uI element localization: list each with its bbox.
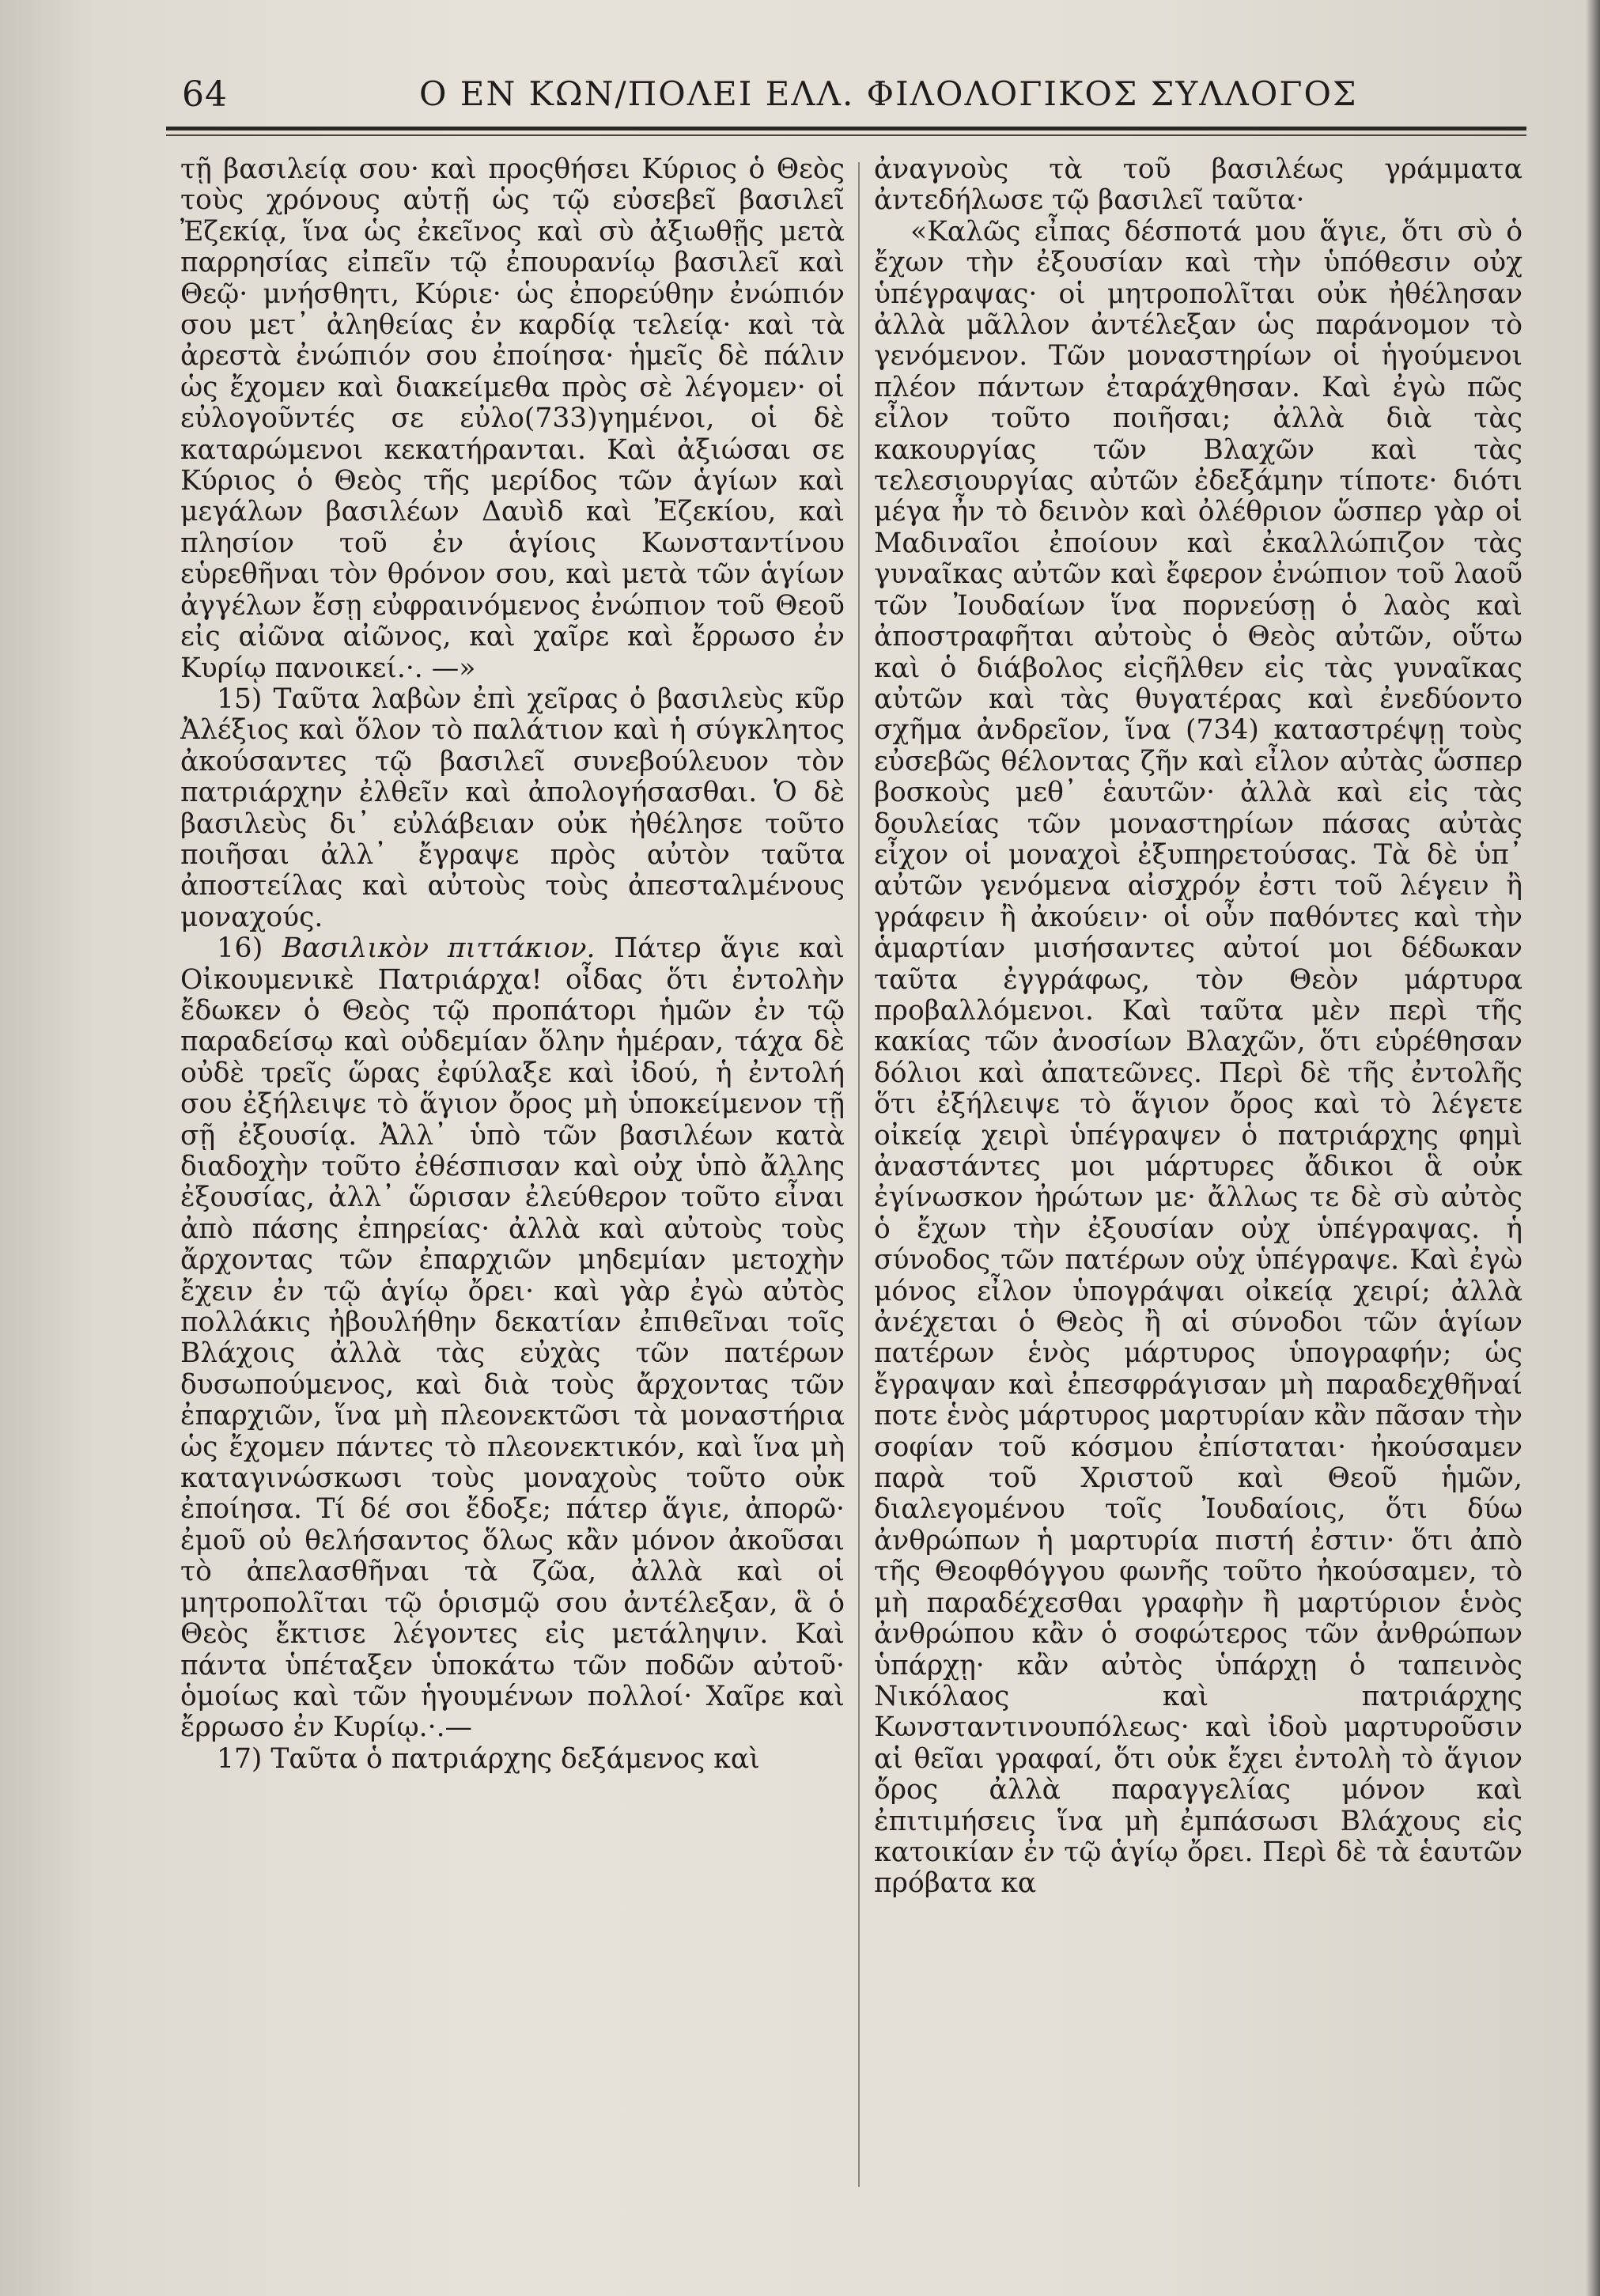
left-column: [180, 154, 845, 2211]
header-rule-thin: [166, 134, 1526, 136]
page-number: 64: [182, 74, 228, 115]
page-edge-shading: [0, 0, 95, 2296]
paragraph: τῇ βασιλείᾳ σου· καὶ προςθήσει Κύριος ὁ Θεὸς τοὺς χρόνους αὐτῇ ὡς τῷ εὐσεβεῖ βασιλεῖ Ἐζεκίᾳ, ἵνα ὡς ἐκεῖνος καὶ σὺ ἀξιωθῇς μετὰ παρρησίας εἰπεῖν τῷ ἐπουρανίῳ βασιλεῖ καὶ Θεῷ· μνήσθητι, Κύριε· ὡς ἐπορεύθην ἐνώπιόν σου μετ᾽ ἀληθείας ἐν καρδίᾳ τελείᾳ· καὶ τὰ ἀρεστὰ ἐνώπιόν σου ἐποίησα· ἡμεῖς δὲ πάλιν ὡς ἔχομεν καὶ διακείμεθα πρὸς σὲ λέγομεν· οἱ εὐλογοῦντές σε εὐλο(733)γημένοι, οἱ δὲ καταρώμενοι κεκατήρανται. Καὶ ἀξιώσαι σε Κύριος ὁ Θεὸς τῆς μερίδος τῶν ἁγίων καὶ μεγάλων βασιλέων Δαυὶδ καὶ Ἐζεκίου, καὶ πλησίον τοῦ ἐν ἁγίοις Κωνσταντίνου εὑρεθῆναι τὸν θρόνον σου, καὶ μετὰ τῶν ἁγίων ἀγγέλων ἔσῃ εὐφραινόμενος ἐνώπιον τοῦ Θεοῦ εἰς αἰῶνα αἰῶνος, καὶ χαῖρε καὶ ἔρρωσο ἐν Κυρίῳ πανοικεί.·. —»: [180, 154, 845, 684]
section-text: Πάτερ ἅγιε καὶ Οἰκουμενικὲ Πατριάρχα! οἶδας ὅτι ἐντολὴν ἔδωκεν ὁ Θεὸς τῷ προπάτορι ἡμῶν ἐν τῷ παραδείσῳ καὶ οὐδεμίαν ὅλην ἡμέραν, τάχα δὲ οὐδὲ τρεῖς ὥρας ἐφύλαξε καὶ ἰδού, ἡ ἐντολή σου ἐξήλειψε τὸ ἅγιον ὄρος μὴ ὑποκείμενον τῇ σῇ ἐξουσίᾳ. Ἀλλ᾽ ὑπὸ τῶν βασιλέων κατὰ διαδοχὴν τοῦτο ἐθέσπισαν καὶ οὐχ ὑπὸ ἄλλης ἐξουσίας, ἀλλ᾽ ὥρισαν ἐλεύθερον τοῦτο εἶναι ἀπὸ πάσης ἐπηρείας· ἀλλὰ καὶ αὐτοὺς τοὺς ἄρχοντας τῶν ἐπαρχιῶν μηδεμίαν μετοχὴν ἔχειν ἐν τῷ ἁγίῳ ὄρει· καὶ γὰρ ἐγὼ αὐτὸς πολλάκις ἠβουλήθην δεκατίαν ἐπιθεῖναι τοῖς Βλάχοις ἀλλὰ τὰς εὐχὰς τῶν πατέρων δυσωπούμενος, καὶ διὰ τοὺς ἄρχοντας τῶν ἐπαρχιῶν, ἵνα μὴ πλεονεκτῶσι τὰ μοναστήρια ὡς ἔχομεν πάντες τὸ πλεονεκτικόν, καὶ ἵνα μὴ καταγινώσκωσι τοὺς μοναχοὺς τοῦτο οὐκ ἐποίησα. Τί δέ σοι ἔδοξε; πάτερ ἅγιε, ἀπορῶ· ἐμοῦ οὐ θελήσαντος ὅλως κἂν μόνον ἀκοῦσαι τὸ ἀπελασθῆναι τὰ ζῶα, ἀλλὰ καὶ οἱ μητροπολῖται τῷ ὁρισμῷ σου ἀντέλεξαν, ἃ ὁ Θεὸς ἔκτισε λέγοντες εἰς μετάληψιν. Καὶ πάντα ὑπέταξεν ὑποκάτω τῶν ποδῶν αὐτοῦ· ὁμοίως καὶ τῶν ἡγουμένων πολλοί· Χαῖρε καὶ ἔρρωσο ἐν Κυρίῳ.·.—: [180, 932, 845, 1744]
page-gutter-shadow: [1586, 0, 1600, 2296]
paragraph: «Καλῶς εἶπας δέσποτά μου ἅγιε, ὅτι σὺ ὁ ἔχων τὴν ἐξουσίαν καὶ τὴν ὑπόθεσιν οὐχ ὑπέγραψας· οἱ μητροπολῖται οὐκ ἠθέλησαν ἀλλὰ μᾶλλον ἀντέλεξαν ὡς παράνομον τὸ γενόμενον. Τῶν μοναστηρίων οἱ ἡγούμενοι πλέον πάντων ἐταράχθησαν. Καὶ ἐγὼ πῶς εἶλον τοῦτο ποιῆσαι; ἀλλὰ διὰ τὰς κακουργίας τῶν Βλαχῶν καὶ τὰς τελεσιουργίας αὐτῶν ἐδεξάμην τίποτε· διότι μέγα ἦν τὸ δεινὸν καὶ ὀλέθριον ὥσπερ γὰρ οἱ Μαδιναῖοι ἐποίουν καὶ ἐκαλλώπιζον τὰς γυναῖκας αὐτῶν καὶ ἔφερον ἐνώπιον τοῦ λαοῦ τῶν Ἰουδαίων ἵνα πορνεύσῃ ὁ λαὸς καὶ ἀποστραφῆται αὐτοὺς ὁ Θεὸς αὐτῶν, οὕτω καὶ ὁ διάβολος εἰςῆλθεν εἰς τὰς γυναῖκας αὐτῶν καὶ τὰς θυγατέρας καὶ ἐνεδύοντο σχῆμα ἀνδρεῖον, ἵνα (734) καταστρέψῃ τοὺς εὐσεβῶς θέλοντας ζῆν καὶ εἶλον αὐτὰς ὥσπερ βοσκοὺς μεθ᾽ ἑαυτῶν· ἀλλὰ καὶ εἰς τὰς δουλείας τῶν μοναστηρίων πάσας αὐτὰς εἶχον οἱ μοναχοὶ ἐξυπηρετούσας. Τὰ δὲ ὑπ᾽ αὐτῶν γενόμενα αἰσχρόν ἐστι τοῦ λέγειν ἢ γράφειν ἢ ἀκούειν· οἱ οὖν παθόντες καὶ τὴν ἁμαρτίαν μισήσαντες αὐτοί μοι δέδωκαν ταῦτα ἐγγράφως, τὸν Θεὸν μάρτυρα προβαλλόμενοι. Καὶ ταῦτα μὲν περὶ τῆς κακίας τῶν ἀνοσίων Βλαχῶν, ὅτι εὑρέθησαν δόλιοι καὶ ἀπατεῶνες. Περὶ δὲ τῆς ἐντολῆς ὅτι ἐξήλειψε τὸ ἅγιον ὄρος καὶ τὸ λέγετε οἰκείᾳ χειρὶ ὑπέγραψεν ὁ πατριάρχης φημὶ ἀναστάντες μοι μάρτυρες ἄδικοι ἃ οὐκ ἐγίνωσκον ἠρώτων με· ἄλλως τε δὲ σὺ αὐτὸς ὁ ἔχων τὴν ἐξουσίαν οὐχ ὑπέγραψας. ἡ σύνοδος τῶν πατέρων οὐχ ὑπέγραψε. Καὶ ἐγὼ μόνος εἶλον ὑπογράψαι οἰκείᾳ χειρί; ἀλλὰ ἀνέχεται ὁ Θεὸς ἢ αἱ σύνοδοι τῶν ἁγίων πατέρων ἑνὸς μάρτυρος ὑπογραφήν; ὡς ἔγραψαν καὶ ἐπεσφράγισαν μὴ παραδεχθῆναί ποτε ἑνὸς μάρτυρος μαρτυρίαν κἂν πᾶσαν τὴν σοφίαν τοῦ κόσμου ἐπίσταται· ἠκούσαμεν παρὰ τοῦ Χριστοῦ καὶ Θεοῦ ἡμῶν, διαλεγομένου τοῖς Ἰουδαίοις, ὅτι δύω ἀνθρώπων ἡ μαρτυρία πιστή ἐστιν· ὅτι ἀπὸ τῆς Θεοφθόγγου φωνῆς τοῦτο ἠκούσαμεν, τὸ μὴ παραδέχεσθαι γραφὴν ἢ μαρτύριον ἑνὸς ἀνθρώπου κἂν ὁ σοφώτερος τῶν ἀνθρώπων ὑπάρχῃ· κἂν αὐτὸς ὑπάρχῃ ὁ ταπεινὸς Νικόλαος καὶ πατριάρχης Κωνσταντινουπόλεως· καὶ ἰδοὺ μαρτυροῦσιν αἱ θεῖαι γραφαί, ὅτι οὐκ ἔχει ἐντολὴ τὸ ἅγιον ὄρος ἀλλὰ παραγγελίας μόνον καὶ ἐπιτιμήσεις ἵνα μὴ ἐμπάσωσι Βλάχους εἰς κατοικίαν ἐν τῷ ἁγίῳ ὄρει. Περὶ δὲ τὰ ἑαυτῶν πρόβατα κα: [874, 215, 1522, 1900]
paragraph: ἀναγνοὺς τὰ τοῦ βασιλέως γράμματα ἀντεδήλωσε τῷ βασιλεῖ ταῦτα·: [874, 154, 1522, 217]
section-title: Βασιλικὸν πιττάκιον.: [282, 932, 596, 965]
paragraph-section-16: [180, 933, 845, 1744]
paragraph-section-15: 15) Ταῦτα λαβὼν ἐπὶ χεῖρας ὁ βασιλεὺς κῦρ Ἀλέξιος καὶ ὅλον τὸ παλάτιον καὶ ἡ σύγκλητος ἀκούσαντες τῷ βασιλεῖ συνεβούλευον τὸν πατριάρχην ἐλθεῖν καὶ ἀπολογήσασθαι. Ὁ δὲ βασιλεὺς δι᾽ εὐλάβειαν οὐκ ἠθέλησε τοῦτο ποιῆσαι ἀλλ᾽ ἔγραψε πρὸς αὐτὸν ταῦτα ἀποστείλας καὶ αὐτοὺς τοὺς ἀπεσταλμένους μοναχούς.: [180, 683, 845, 933]
right-column: [874, 154, 1522, 2211]
page-header: [182, 68, 1526, 123]
header-rule: [166, 127, 1526, 130]
running-title: Ο ΕΝ ΚΩΝ/ΠΟΛΕΙ ΕΛΛ. ΦΙΛΟΛΟΓΙΚΟΣ ΣΥΛΛΟΓΟΣ: [419, 74, 1358, 113]
section-number: 16): [217, 932, 263, 965]
paragraph-section-17: 17) Ταῦτα ὁ πατριάρχης δεξάμενος καὶ: [217, 1742, 760, 1775]
column-divider: [858, 162, 860, 2187]
